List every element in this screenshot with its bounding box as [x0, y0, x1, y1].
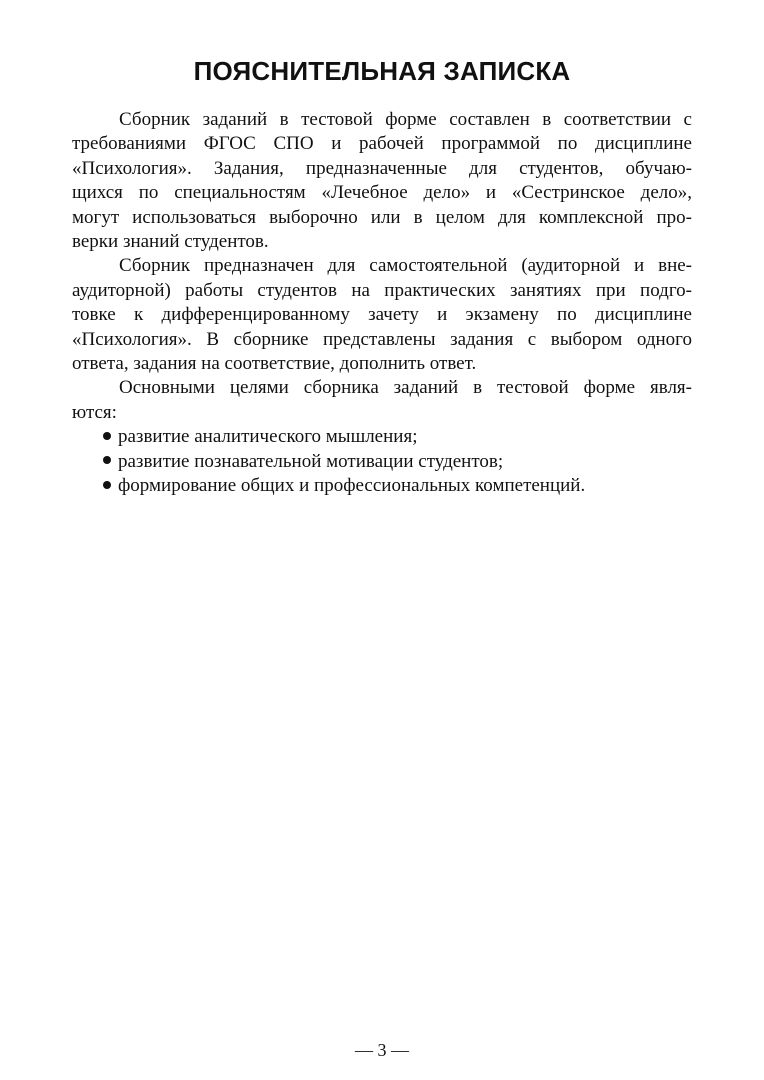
text-line: ответа, задания на соответствие, дополнить ответ.	[72, 353, 477, 375]
list-item-text: развитие аналитического мышления;	[118, 426, 418, 448]
bullet-icon	[103, 432, 111, 440]
text-line: требованиями ФГОС СПО и рабочей программой по дисциплине	[72, 133, 692, 155]
paragraph-3	[72, 376, 692, 425]
goals-list	[72, 425, 692, 498]
bullet-icon	[103, 456, 111, 464]
text-line: Сборник предназначен для самостоятельной (аудиторной и вне-	[119, 255, 692, 277]
paragraph-2	[72, 254, 692, 376]
text-line: верки знаний студентов.	[72, 231, 269, 253]
text-line: «Психология». В сборнике представлены задания с выбором одного	[72, 328, 692, 350]
bullet-icon	[103, 481, 111, 489]
list-item	[72, 425, 692, 449]
page-number: — 3 —	[355, 1040, 409, 1060]
text-line: щихся по специальностям «Лечебное дело» и «Сестринское дело»,	[72, 182, 692, 204]
text-line: Сборник заданий в тестовой форме составлен в соответствии с	[119, 109, 692, 130]
paragraph-1	[72, 108, 692, 254]
explanatory-note-body	[72, 108, 692, 499]
list-item-text: развитие познавательной мотивации студентов;	[118, 450, 504, 472]
text-line: ются:	[72, 401, 117, 423]
page-title: ПОЯСНИТЕЛЬНАЯ ЗАПИСКА	[193, 56, 571, 86]
text-line: могут использоваться выборочно или в целом для комплексной про-	[72, 206, 692, 228]
text-line: товке к дифференцированному зачету и экзамену по дисциплине	[72, 304, 692, 326]
list-item-text: формирование общих и профессиональных компетенций.	[118, 475, 586, 497]
text-line: Основными целями сборника заданий в тестовой форме явля-	[119, 377, 692, 399]
list-item	[72, 450, 692, 474]
list-item	[72, 474, 692, 498]
text-line: аудиторной) работы студентов на практических занятиях при подго-	[72, 279, 692, 301]
text-line: «Психология». Задания, предназначенные для студентов, обучаю-	[72, 157, 692, 179]
